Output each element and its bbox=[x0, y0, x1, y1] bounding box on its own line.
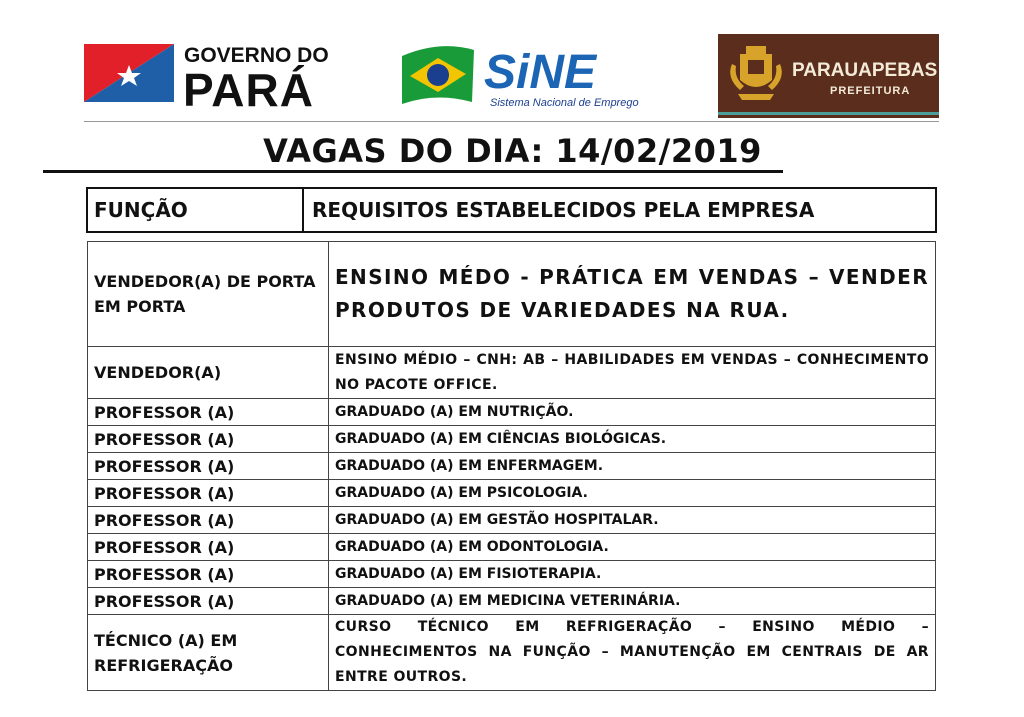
svg-text:PARÁ: PARÁ bbox=[183, 64, 314, 110]
svg-text:PARAUAPEBAS: PARAUAPEBAS bbox=[792, 60, 938, 81]
job-function: VENDEDOR(A) DE PORTA EM PORTA bbox=[88, 242, 329, 347]
logo-header bbox=[0, 0, 1024, 120]
job-requirements: GRADUADO (A) EM CIÊNCIAS BIOLÓGICAS. bbox=[329, 426, 936, 453]
job-requirements: ENSINO MÉDIO – CNH: AB – HABILIDADES EM VENDAS – CONHECIMENTO NO PACOTE OFFICE. bbox=[329, 347, 936, 399]
svg-text:SiNE: SiNE bbox=[484, 46, 597, 99]
job-function: VENDEDOR(A) bbox=[88, 347, 329, 399]
title-underline bbox=[43, 170, 783, 173]
job-requirements: ENSINO MÉDO - PRÁTICA EM VENDAS – VENDER PRODUTOS DE VARIEDADES NA RUA. bbox=[329, 242, 936, 347]
job-requirements: GRADUADO (A) EM ENFERMAGEM. bbox=[329, 453, 936, 480]
table-row bbox=[88, 426, 936, 453]
column-header bbox=[86, 187, 937, 233]
table-row bbox=[88, 534, 936, 561]
svg-text:PREFEITURA: PREFEITURA bbox=[830, 85, 911, 97]
table-row bbox=[88, 347, 936, 399]
job-requirements: GRADUADO (A) EM GESTÃO HOSPITALAR. bbox=[329, 507, 936, 534]
table-row bbox=[88, 453, 936, 480]
job-function: TÉCNICO (A) EM REFRIGERAÇÃO bbox=[88, 615, 329, 691]
table-row bbox=[88, 480, 936, 507]
requisitos-column-header: REQUISITOS ESTABELECIDOS PELA EMPRESA bbox=[312, 198, 815, 222]
job-function: PROFESSOR (A) bbox=[88, 507, 329, 534]
job-requirements: GRADUADO (A) EM ODONTOLOGIA. bbox=[329, 534, 936, 561]
svg-text:GOVERNO DO: GOVERNO DO bbox=[184, 44, 329, 67]
sine-logo bbox=[400, 40, 640, 110]
header-divider bbox=[84, 121, 939, 122]
funcao-column-header: FUNÇÃO bbox=[88, 189, 304, 231]
job-function: PROFESSOR (A) bbox=[88, 453, 329, 480]
page-title: VAGAS DO DIA: 14/02/2019 bbox=[263, 132, 762, 170]
job-requirements: GRADUADO (A) EM NUTRIÇÃO. bbox=[329, 399, 936, 426]
table-row bbox=[88, 615, 936, 691]
job-function: PROFESSOR (A) bbox=[88, 588, 329, 615]
table-row bbox=[88, 561, 936, 588]
job-function: PROFESSOR (A) bbox=[88, 561, 329, 588]
governo-do-para-logo bbox=[84, 40, 334, 110]
job-function: PROFESSOR (A) bbox=[88, 399, 329, 426]
job-requirements: GRADUADO (A) EM PSICOLOGIA. bbox=[329, 480, 936, 507]
svg-text:Sistema Nacional de Emprego: Sistema Nacional de Emprego bbox=[490, 97, 639, 109]
table-row bbox=[88, 399, 936, 426]
table-row bbox=[88, 242, 936, 347]
job-requirements: GRADUADO (A) EM FISIOTERAPIA. bbox=[329, 561, 936, 588]
job-requirements: CURSO TÉCNICO EM REFRIGERAÇÃO – ENSINO MÉDIO – CONHECIMENTOS NA FUNÇÃO – MANUTENÇÃO EM CENTRAIS DE AR ENTRE OUTROS. bbox=[329, 615, 936, 691]
table-row bbox=[88, 507, 936, 534]
prefeitura-parauapebas-logo bbox=[718, 34, 939, 118]
job-function: PROFESSOR (A) bbox=[88, 534, 329, 561]
job-function: PROFESSOR (A) bbox=[88, 426, 329, 453]
jobs-table bbox=[87, 241, 936, 691]
job-requirements: GRADUADO (A) EM MEDICINA VETERINÁRIA. bbox=[329, 588, 936, 615]
table-row bbox=[88, 588, 936, 615]
job-function: PROFESSOR (A) bbox=[88, 480, 329, 507]
